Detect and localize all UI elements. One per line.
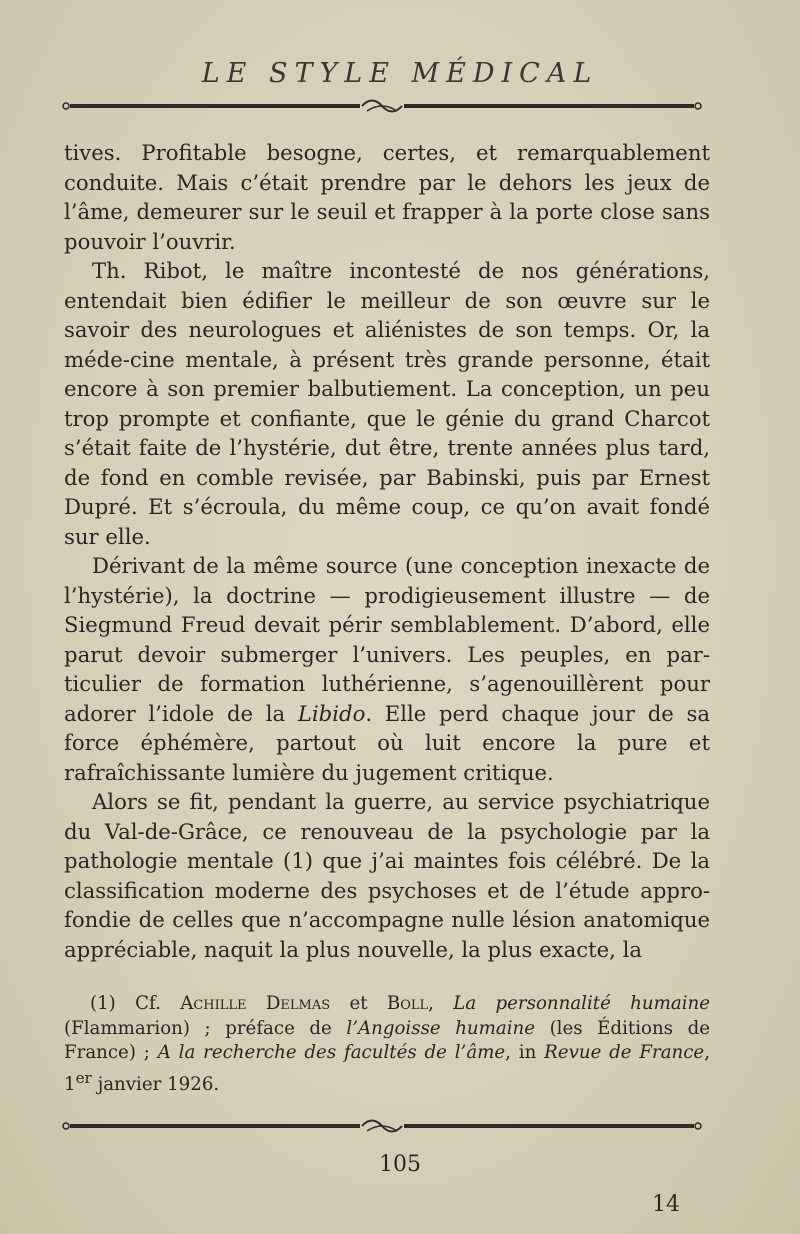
signature-mark: 14 [652,1192,680,1217]
footnote-title-1: La personnalité humaine [453,993,710,1014]
footnote-date-sup: er [75,1068,92,1087]
paragraph-3 [64,551,710,787]
footnote-title-2: l’Angoisse humaine [346,1017,536,1039]
ornamental-rule-top [62,97,702,117]
running-head: LE STYLE MÉDICAL [201,58,599,89]
footnote-and: et [330,993,387,1014]
footnote [64,992,710,1097]
footnote-author-1: Achille Delmas [180,993,331,1014]
footnote-sep: , [428,993,454,1014]
footnote-journal: Revue de France [544,1042,705,1063]
paragraph-3-part-2: . Elle perd chaque jour de sa force éphémère, partout où luit encore la pure et rafraîchissante lumière du jugement critique. [64,700,710,785]
paragraph-3-part-1: Dérivant de la même source (une conception inexacte de l’hystérie), la doctrine — prodigieusement illustre — de Siegmund Freud devait périr semblablement. D’abord, elle parut devoir submerger l’univers. Les peuples, en par-ticulier de formation luthérienne, s’agenouillèrent pour adorer l’idole de la [64,553,710,726]
libido-term: Libido [297,700,366,726]
footnote-title-3: A la recherche des facultés de l’âme [157,1042,506,1063]
ornamental-rule-bottom [62,1117,702,1137]
footnote-date-pre: , 1 [64,1042,710,1095]
footnote-marker: (1) Cf. [90,993,181,1014]
footnote-in: , in [505,1042,545,1063]
footnote-author-2: Boll [386,993,429,1014]
footnote-edition: (les Éditions de France) ; [64,1017,710,1063]
page-number: 105 [379,1152,421,1177]
paragraph-2: Th. Ribot, le maître incontesté de nos générations, entendait bien édifier le meilleur de son œuvre sur le savoir des neurologues et aliénistes de son temps. Or, la méde-cine mentale, à présent très grande personne, était encore à son premier balbutiement. La conception, un peu trop prompte et confiante, que le génie du grand Charcot s’était faite de l’hystérie, dut être, trente années plus tard, de fond en comble revisée, par Babinski, puis par Ernest Dupré. Et s’écroula, du même coup, ce qu’on avait fondé sur elle. [64,258,710,549]
main-text [64,138,710,964]
footnote-date-post: janvier 1926. [91,1073,220,1095]
footnote-publisher: (Flammarion) ; préface de [64,1017,347,1039]
paragraph-1: tives. Profitable besogne, certes, et remarquablement conduite. Mais c’était prendre par le dehors les jeux de l’âme, demeurer sur le seuil et frapper à la porte close sans pouvoir l’ouvrir. [64,140,710,254]
paragraph-4: Alors se fit, pendant la guerre, au service psychiatrique du Val-de-Grâce, ce renouveau de la psychologie par la pathologie mentale (1) que j’ai maintes fois célébré. De la classification moderne des psychoses et de l’étude appro-fondie de celles que n’accompagne nulle lésion anatomique appréciable, naquit la plus nouvelle, la plus exacte, la [64,789,710,962]
